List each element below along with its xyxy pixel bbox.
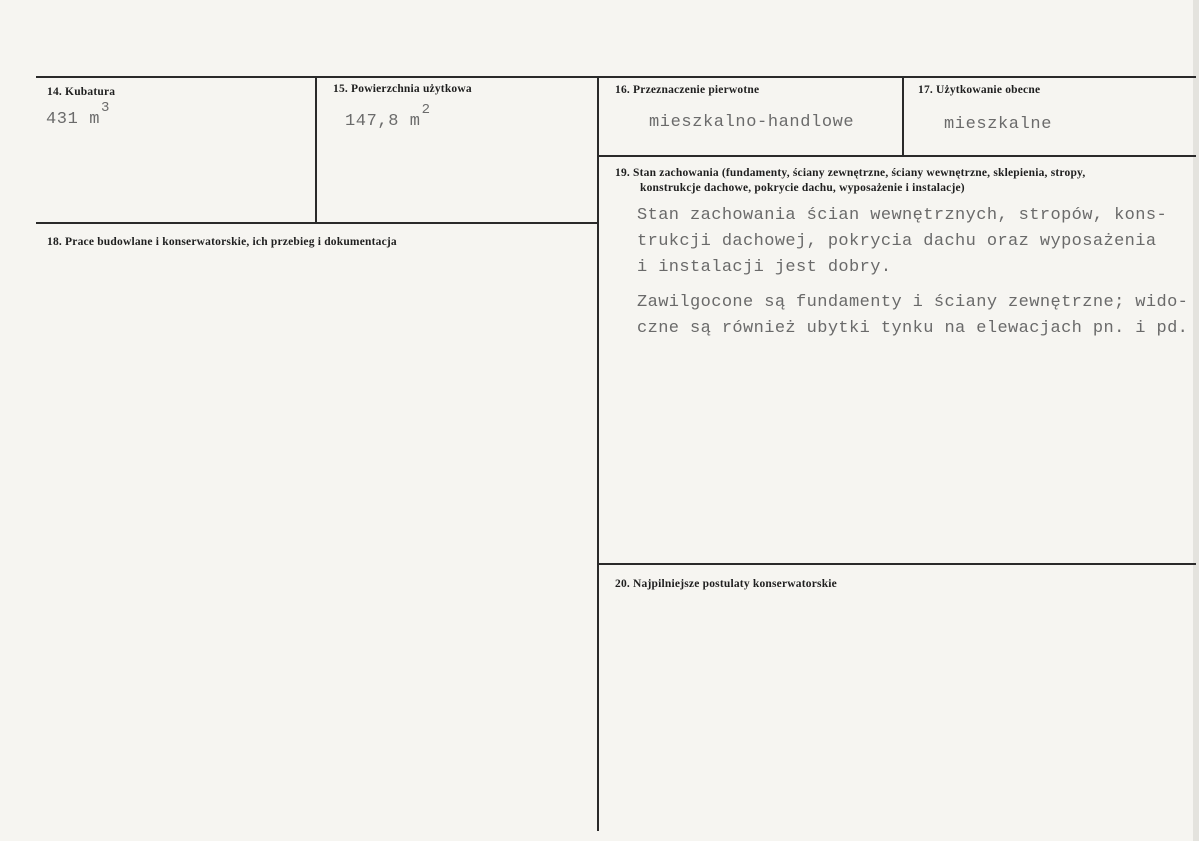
field-19-line-4: Zawilgocone są fundamenty i ściany zewnętrzne; wido-: [637, 293, 1189, 312]
field-19-line-2: trukcji dachowej, pokrycia dachu oraz wyposażenia: [637, 232, 1157, 251]
field-14-number: 431 m: [46, 110, 101, 129]
vline-3: [902, 76, 904, 156]
vline-center: [597, 76, 599, 831]
field-19-line-3: i instalacji jest dobry.: [637, 258, 892, 277]
field-17-label: 17. Użytkowanie obecne: [918, 84, 1041, 96]
field-20-label: 20. Najpilniejsze postulaty konserwatorskie: [615, 578, 837, 590]
field-15-label: 15. Powierzchnia użytkowa: [333, 83, 472, 95]
field-14-value: [46, 100, 111, 129]
field-17-value: mieszkalne: [944, 115, 1053, 134]
field-19-text: [637, 203, 1167, 281]
field-14-sup: 3: [101, 100, 111, 116]
field-19-text-2: [637, 290, 1188, 342]
top-border: [36, 76, 1196, 78]
field-19-line-5: czne są również ubytki tynku na elewacjach pn. i pd.: [637, 319, 1189, 338]
field-15-number: 147,8 m: [345, 112, 421, 131]
field-19-label-line1: 19. Stan zachowania (fundamenty, ściany zewnętrzne, ściany wewnętrzne, sklepienia, stropy,: [615, 167, 1086, 179]
field-18-label: 18. Prace budowlane i konserwatorskie, ich przebieg i dokumentacja: [47, 236, 397, 248]
page-edge: [1193, 0, 1199, 841]
field-16-label: 16. Przeznaczenie pierwotne: [615, 84, 760, 96]
vline-1: [315, 76, 317, 223]
field-15-value: [345, 102, 431, 131]
field-19-label-line2: konstrukcje dachowe, pokrycie dachu, wyposażenie i instalacje): [640, 182, 965, 194]
divider-19-20: [598, 563, 1196, 565]
row-divider-left: [36, 222, 599, 224]
field-14-label: 14. Kubatura: [47, 86, 116, 98]
row-divider-right: [598, 155, 1196, 157]
field-16-value: mieszkalno-handlowe: [649, 113, 855, 132]
field-19-line-1: Stan zachowania ścian wewnętrznych, stropów, kons-: [637, 206, 1168, 225]
faded-top-text: [260, 0, 860, 6]
field-15-sup: 2: [421, 102, 431, 118]
